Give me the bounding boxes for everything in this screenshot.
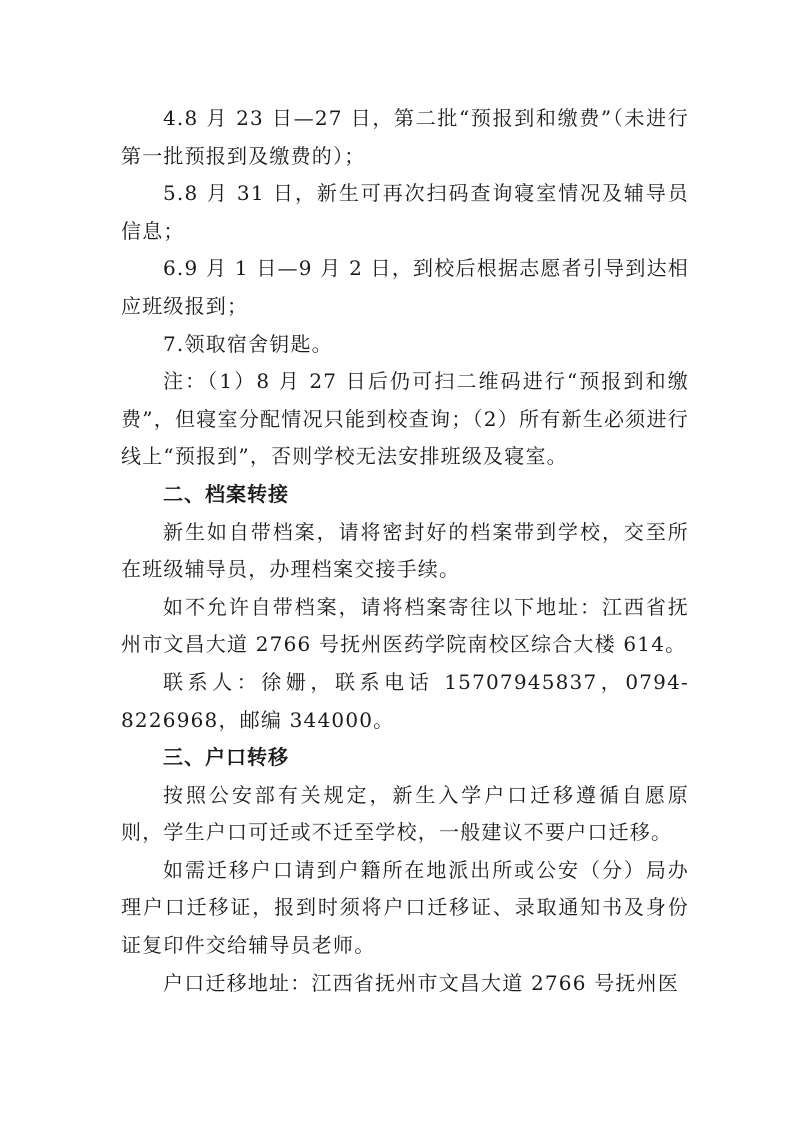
step-5-paragraph: 5.8 月 31 日，新生可再次扫码查询寝室情况及辅导员信息；: [121, 181, 689, 243]
archive-mail-address-paragraph: 如不允许自带档案，请将档案寄往以下地址：江西省抚州市文昌大道 2766 号抚州医药学院南校区综合大楼 614。: [121, 594, 689, 657]
document-page: [121, 100, 689, 1002]
section-heading-archive-transfer: 二、档案转接: [163, 481, 289, 506]
hukou-procedure-paragraph: 如需迁移户口请到户籍所在地派出所或公安（分）局办理户口迁移证，报到时须将户口迁移证、录取通知书及身份证复印件交给辅导员老师。: [121, 857, 689, 958]
hukou-address-paragraph: 户口迁移地址：江西省抚州市文昌大道 2766 号抚州医: [163, 970, 680, 995]
archive-self-carry-paragraph: 新生如自带档案，请将密封好的档案带到学校，交至所在班级辅导员，办理档案交接手续。: [121, 519, 689, 582]
section-heading-hukou-transfer: 三、户口转移: [163, 745, 289, 770]
hukou-policy-paragraph: 按照公安部有关规定，新生入学户口迁移遵循自愿原则，学生户口可迁或不迁至学校，一般建议不要户口迁移。: [121, 782, 689, 845]
archive-contact-paragraph: 联系人：徐姗，联系电话 15707945837，0794-8226968，邮编 344000。: [121, 669, 689, 732]
step-4-paragraph: 4.8 月 23 日—27 日，第二批“预报到和缴费”（未进行第一批预报到及缴费的）；: [121, 106, 689, 168]
step-6-paragraph: 6.9 月 1 日—9 月 2 日，到校后根据志愿者引导到达相应班级报到；: [121, 256, 689, 318]
note-paragraph: 注：（1）8 月 27 日后仍可扫二维码进行“预报到和缴费”，但寝室分配情况只能到校查询；（2）所有新生必须进行线上“预报到”，否则学校无法安排班级及寝室。: [121, 369, 689, 469]
step-7-paragraph: 7.领取宿舍钥匙。: [163, 331, 333, 356]
